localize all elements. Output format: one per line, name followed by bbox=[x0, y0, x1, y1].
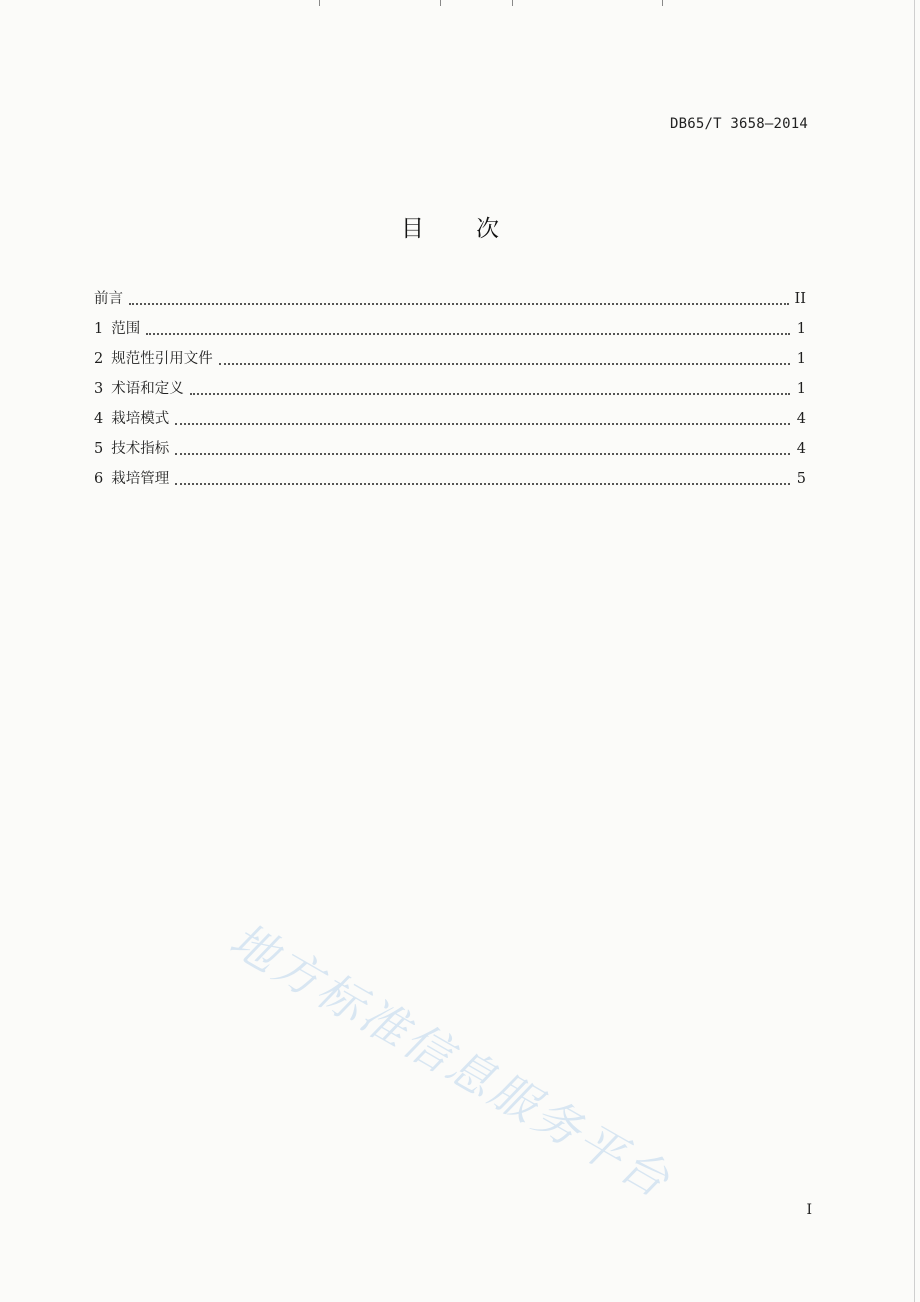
title-char: 目 bbox=[401, 216, 424, 242]
watermark: 地方标准信息服务平台 bbox=[221, 912, 682, 1209]
document-code: DB65/T 3658—2014 bbox=[669, 116, 808, 132]
toc-entry-number: 4 bbox=[94, 411, 104, 427]
toc-page-number: 1 bbox=[796, 351, 806, 367]
scan-mark bbox=[512, 0, 513, 6]
toc-entry-number: 3 bbox=[94, 381, 104, 397]
toc-entry-cultivation-mode[interactable] bbox=[94, 404, 806, 434]
table-of-contents bbox=[94, 284, 806, 494]
toc-entry-number: 5 bbox=[94, 441, 104, 457]
toc-entry-label: 前言 bbox=[94, 291, 123, 307]
toc-page-number: 4 bbox=[796, 441, 806, 457]
page-number: I bbox=[806, 1202, 812, 1218]
toc-page-number: 4 bbox=[796, 411, 806, 427]
toc-entry-preface[interactable] bbox=[94, 284, 806, 314]
toc-entry-technical-indicators[interactable] bbox=[94, 434, 806, 464]
toc-entry-scope[interactable] bbox=[94, 314, 806, 344]
dot-leader bbox=[129, 302, 789, 305]
toc-entry-label: 栽培模式 bbox=[111, 411, 170, 427]
toc-entry-number: 6 bbox=[94, 471, 104, 487]
toc-entry-label: 范围 bbox=[111, 321, 141, 337]
scan-mark bbox=[914, 0, 915, 1302]
dot-leader bbox=[175, 452, 790, 455]
toc-entry-normative-references[interactable] bbox=[94, 344, 806, 374]
toc-page-number: 1 bbox=[796, 321, 806, 337]
toc-entry-terms-definitions[interactable] bbox=[94, 374, 806, 404]
toc-entry-number: 1 bbox=[94, 321, 104, 337]
toc-page-number: 1 bbox=[796, 381, 806, 397]
title-char: 次 bbox=[476, 216, 499, 242]
toc-entry-label: 规范性引用文件 bbox=[111, 351, 213, 367]
toc-entry-number: 2 bbox=[94, 351, 104, 367]
toc-entry-cultivation-management[interactable] bbox=[94, 464, 806, 494]
scan-mark bbox=[440, 0, 441, 6]
scan-mark bbox=[319, 0, 320, 6]
dot-leader bbox=[175, 422, 790, 425]
toc-entry-label: 栽培管理 bbox=[111, 471, 170, 487]
toc-entry-label: 术语和定义 bbox=[111, 381, 184, 397]
toc-page-number: II bbox=[794, 291, 806, 307]
toc-entry-label: 技术指标 bbox=[111, 441, 170, 457]
toc-page-number: 5 bbox=[796, 471, 806, 487]
page-title bbox=[0, 210, 900, 243]
dot-leader bbox=[219, 362, 790, 365]
dot-leader bbox=[146, 332, 790, 335]
scan-mark bbox=[662, 0, 663, 6]
dot-leader bbox=[190, 392, 790, 395]
dot-leader bbox=[175, 482, 790, 485]
